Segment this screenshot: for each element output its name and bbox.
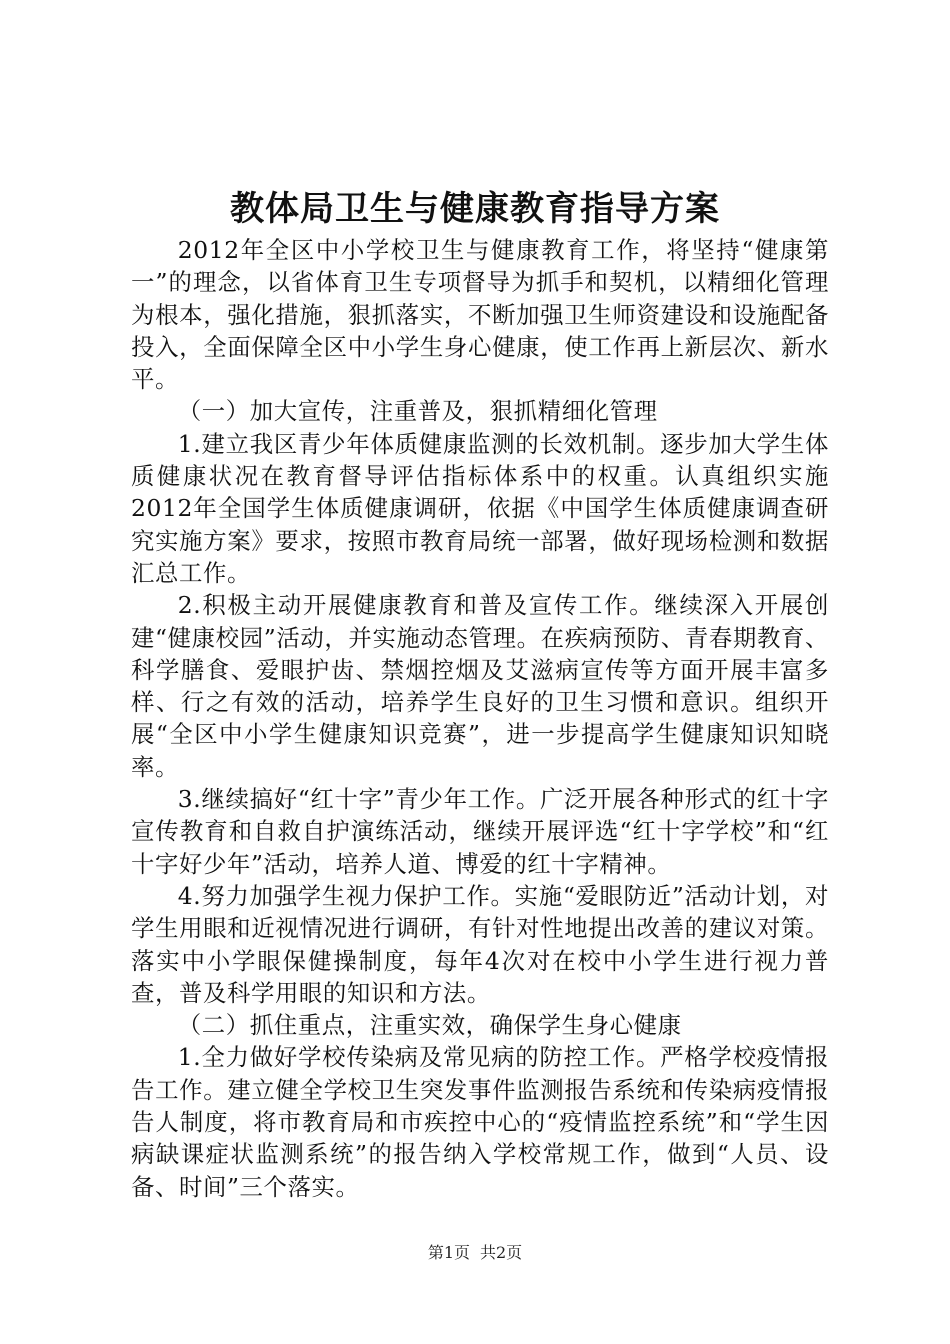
body-paragraph: 3.继续搞好“红十字”青少年工作。广泛开展各种形式的红十字宣传教育和自救自护演练活动，继续开展评选“红十字学校”和“红十字好少年”活动，培养人道、博爱的红十字精神。 (131, 785, 829, 878)
page-footer (0, 1241, 950, 1265)
section-heading-1: （一）加大宣传，注重普及，狠抓精细化管理 (177, 397, 658, 426)
document-title: 教体局卫生与健康教育指导方案 (230, 189, 720, 229)
body-paragraph: 1.建立我区青少年体质健康监测的长效机制。逐步加大学生体质健康状况在教育督导评估指标体系中的权重。认真组织实施2012年全国学生体质健康调研，依据《中国学生体质健康调查研究实施方案》要求，按照市教育局统一部署，做好现场检测和数据汇总工作。 (131, 429, 829, 587)
intro-paragraph: 2012年全区中小学校卫生与健康教育工作，将坚持“健康第一”的理念，以省体育卫生专项督导为抓手和契机，以精细化管理为根本，强化措施，狠抓落实，不断加强卫生师资建设和设施配备投入，全面保障全区中小学生身心健康，使工作再上新层次、新水平。 (131, 236, 829, 394)
page-number: 第1页 (427, 1243, 470, 1262)
body-paragraph: 4.努力加强学生视力保护工作。实施“爱眼防近”活动计划，对学生用眼和近视情况进行调研，有针对性地提出改善的建议对策。落实中小学眼保健操制度，每年4次对在校中小学生进行视力普查，普及科学用眼的知识和方法。 (131, 881, 829, 1007)
body-paragraph: 1.全力做好学校传染病及常见病的防控工作。严格学校疫情报告工作。建立健全学校卫生突发事件监测报告系统和传染病疫情报告人制度，将市教育局和市疾控中心的“疫情监控系统”和“学生因病缺课症状监测系统”的报告纳入学校常规工作，做到“人员、设备、时间”三个落实。 (131, 1043, 829, 1201)
document-body (131, 234, 829, 1203)
section-heading-2: （二）抓住重点，注重实效，确保学生身心健康 (177, 1011, 682, 1040)
body-paragraph: 2.积极主动开展健康教育和普及宣传工作。继续深入开展创建“健康校园”活动，并实施动态管理。在疾病预防、青春期教育、科学膳食、爱眼护齿、禁烟控烟及艾滋病宣传等方面开展丰富多样、行之有效的活动，培养学生良好的卫生习惯和意识。组织开展“全区中小学生健康知识竞赛”，进一步提高学生健康知识知晓率。 (131, 591, 829, 781)
page-total: 共2页 (480, 1243, 523, 1262)
